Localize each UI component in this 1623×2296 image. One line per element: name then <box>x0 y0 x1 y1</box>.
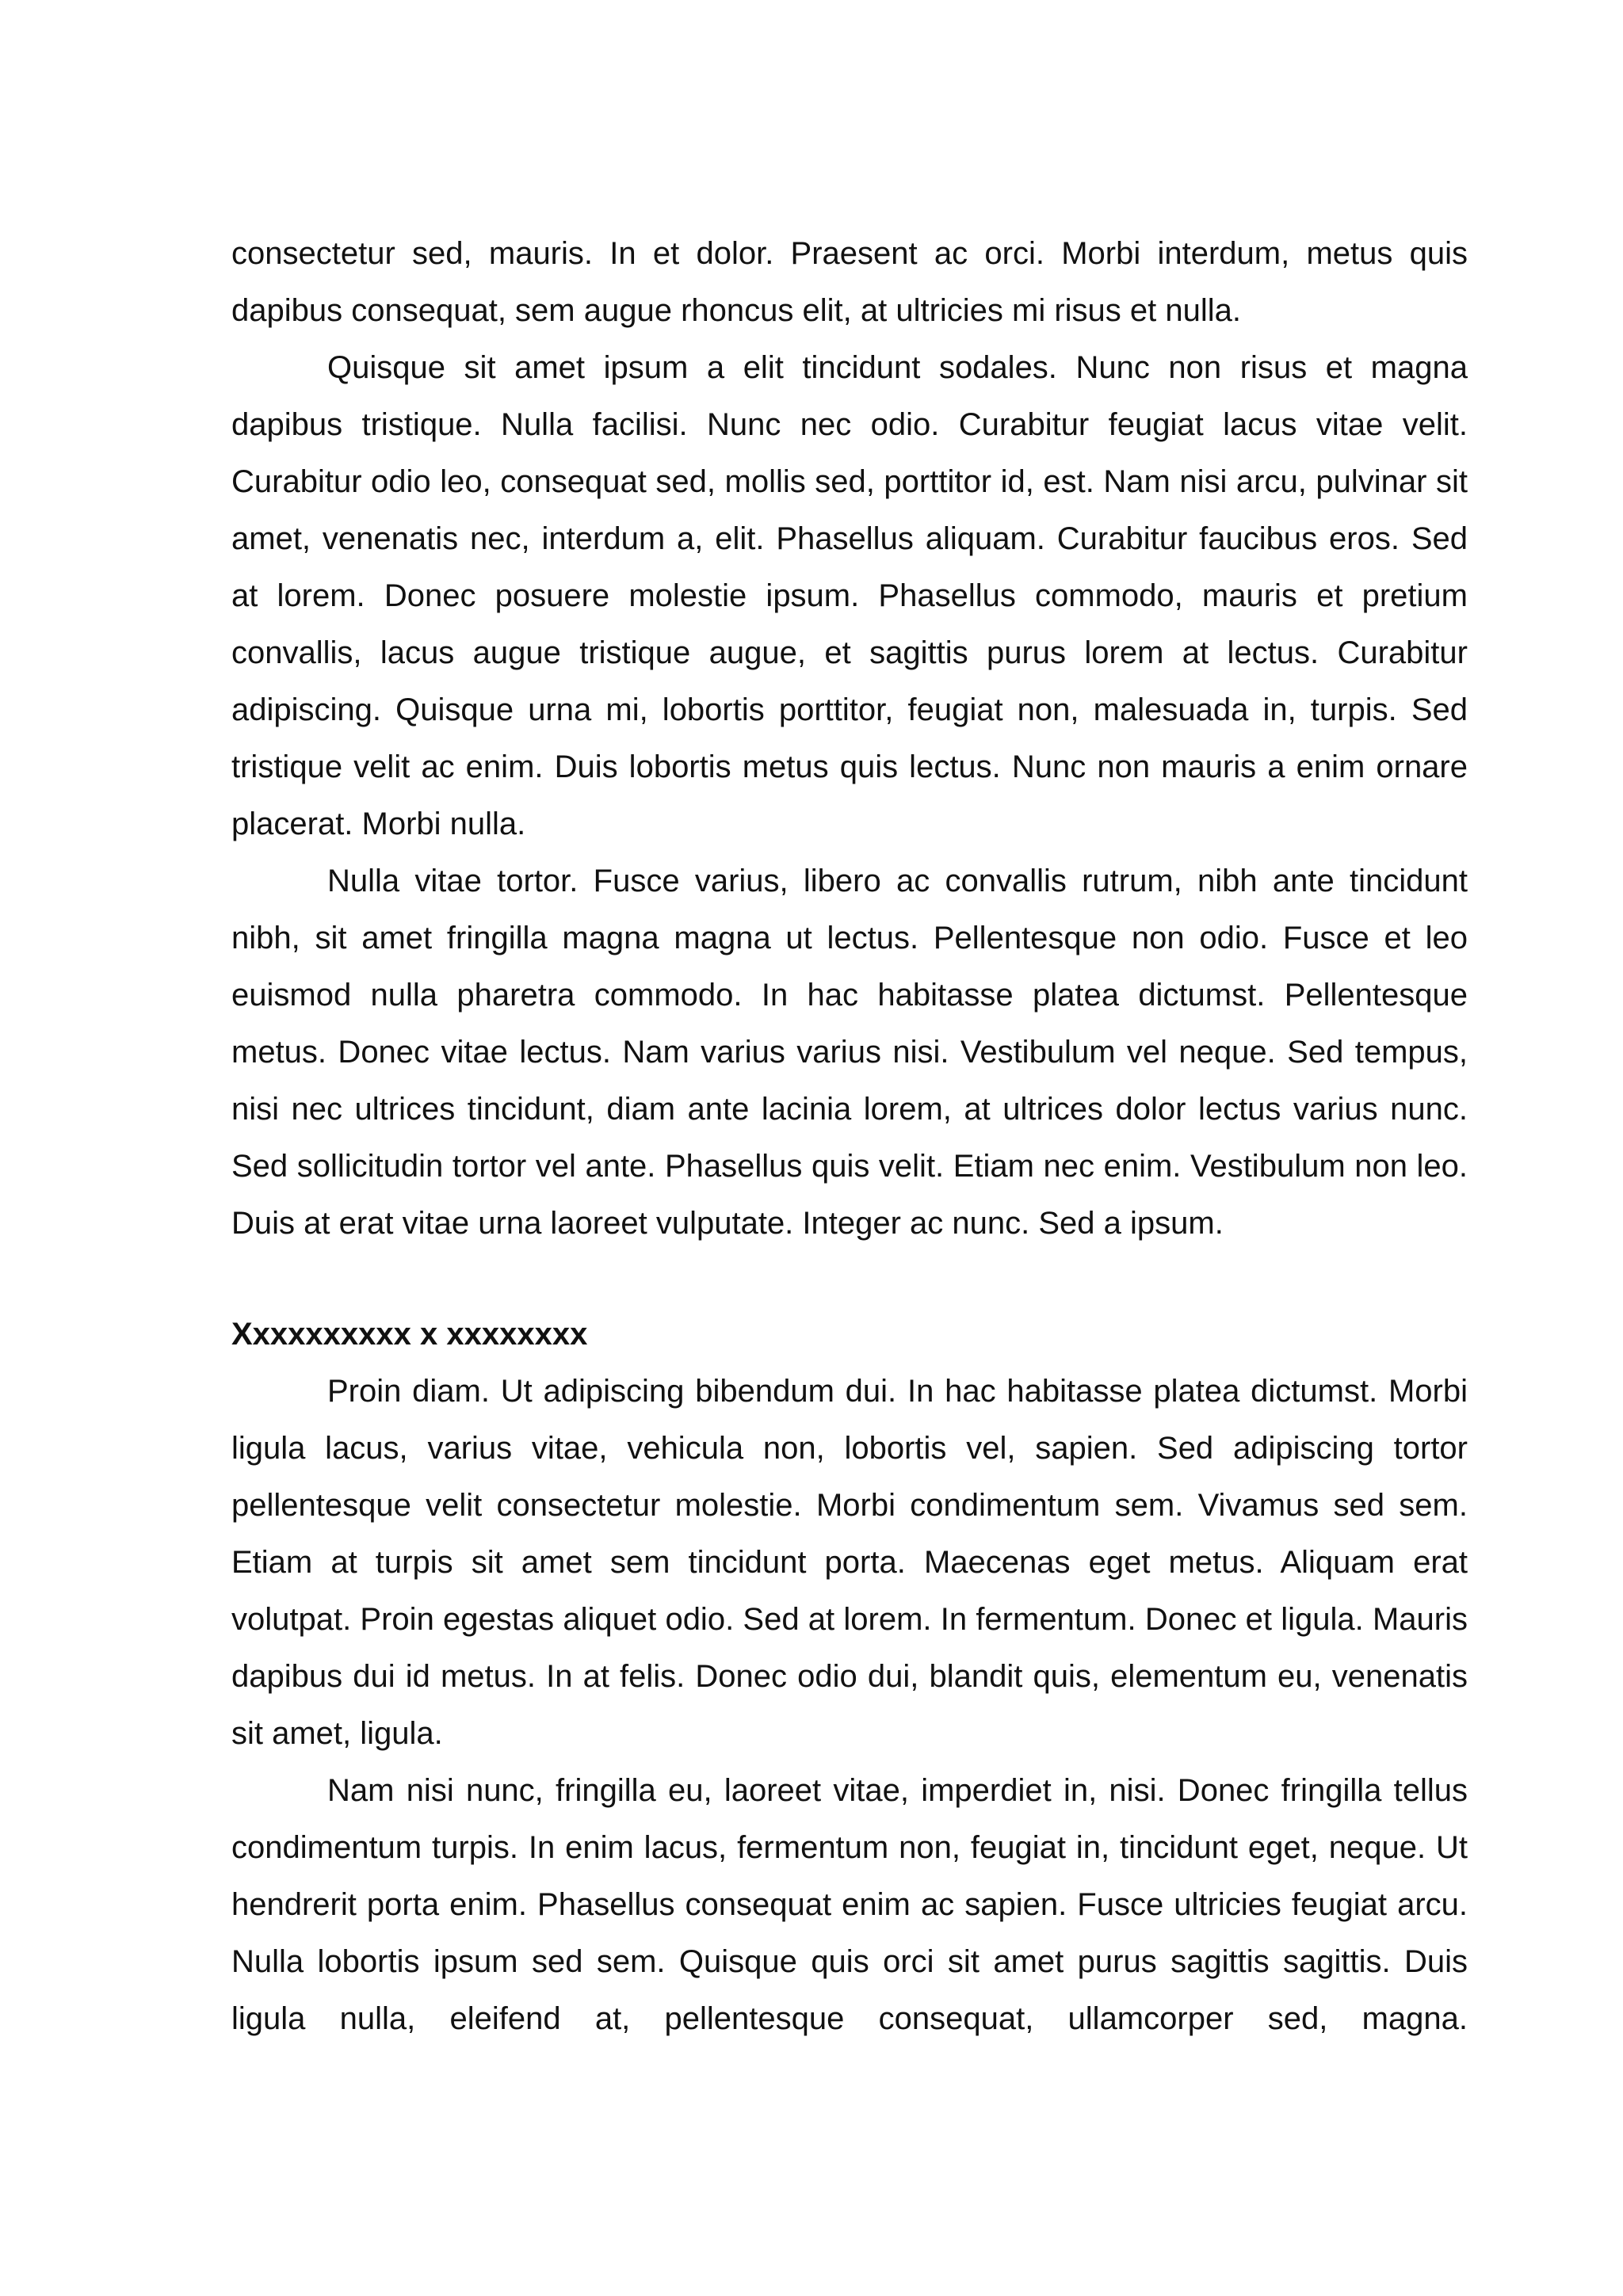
paragraph-continued: consectetur sed, mauris. In et dolor. Praesent ac orci. Morbi interdum, metus quis dapibus consequat, sem augue rhoncus elit, at ultricies mi risus et nulla. <box>231 236 1468 328</box>
document-body <box>231 225 1468 2047</box>
paragraph: Quisque sit amet ipsum a elit tincidunt sodales. Nunc non risus et magna dapibus tristique. Nulla facilisi. Nunc nec odio. Curabitur feugiat lacus vitae velit. Curabitur odio leo, consequat sed, mollis sed, porttitor id, est. Nam nisi arcu, pulvinar sit amet, venenatis nec, interdum a, elit. Phasellus aliquam. Curabitur faucibus eros. Sed at lorem. Donec posuere molestie ipsum. Phasellus commodo, mauris et pretium convallis, lacus augue tristique augue, et sagittis purus lorem at lectus. Curabitur adipiscing. Quisque urna mi, lobortis porttitor, feugiat non, malesuada in, turpis. Sed tristique velit ac enim. Duis lobortis metus quis lectus. Nunc non mauris a enim ornare placerat. Morbi nulla. <box>231 350 1468 841</box>
paragraph: Proin diam. Ut adipiscing bibendum dui. In hac habitasse platea dictumst. Morbi ligula lacus, varius vitae, vehicula non, lobortis vel, sapien. Sed adipiscing tortor pellentesque velit consectetur molestie. Morbi condimentum sem. Vivamus sed sem. Etiam at turpis sit amet sem tincidunt porta. Maecenas eget metus. Aliquam erat volutpat. Proin egestas aliquet odio. Sed at lorem. In fermentum. Donec et ligula. Mauris dapibus dui id metus. In at felis. Donec odio dui, blandit quis, elementum eu, venenatis sit amet, ligula. <box>231 1374 1468 1751</box>
section-heading: Xxxxxxxxxx x xxxxxxxx <box>231 1317 588 1352</box>
paragraph: Nulla vitae tortor. Fusce varius, libero ac convallis rutrum, nibh ante tincidunt nibh, sit amet fringilla magna magna ut lectus. Pellentesque non odio. Fusce et leo euismod nulla pharetra commodo. In hac habitasse platea dictumst. Pellentesque metus. Donec vitae lectus. Nam varius varius nisi. Vestibulum vel neque. Sed tempus, nisi nec ultrices tincidunt, diam ante lacinia lorem, at ultrices dolor lectus varius nunc. Sed sollicitudin tortor vel ante. Phasellus quis velit. Etiam nec enim. Vestibulum non leo. Duis at erat vitae urna laoreet vulputate. Integer ac nunc. Sed a ipsum. <box>231 864 1468 1241</box>
paragraph-continues: Nam nisi nunc, fringilla eu, laoreet vitae, imperdiet in, nisi. Donec fringilla tellus condimentum turpis. In enim lacus, fermentum non, feugiat in, tincidunt eget, neque. Ut hendrerit porta enim. Phasellus consequat enim ac sapien. Fusce ultricies feugiat arcu. Nulla lobortis ipsum sed sem. Quisque quis orci sit amet purus sagittis sagittis. Duis ligula nulla, eleifend at, pellentesque consequat, ullamcorper sed, magna. <box>231 1773 1468 2036</box>
